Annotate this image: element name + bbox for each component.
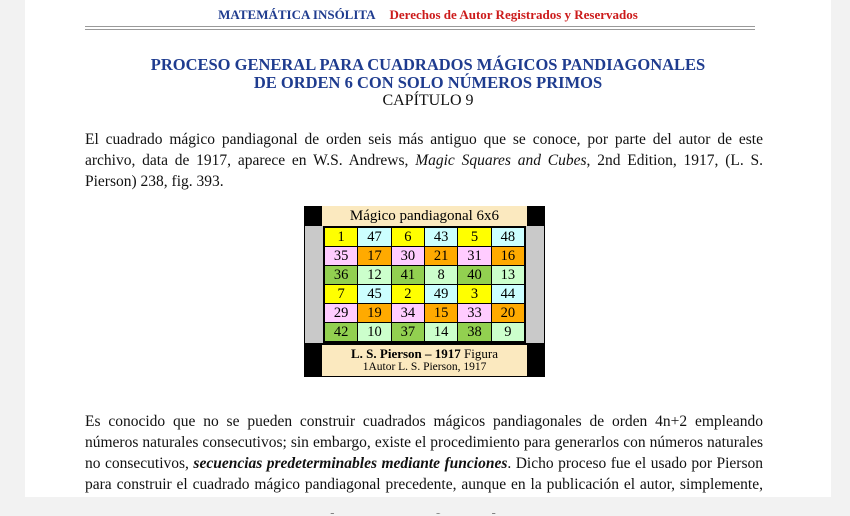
grid-cell: 21 bbox=[424, 247, 457, 266]
grid-cell: 13 bbox=[491, 266, 524, 285]
page-header bbox=[25, 7, 831, 23]
grid-cell: 47 bbox=[358, 228, 391, 247]
caption-label: Figura bbox=[464, 346, 498, 361]
paragraph-process-text-c: . Dicho proceso fue el usado por Pierson para construir el cuadrado mágico pandiagonal precedente, aunque en la publicación el autor, simplemente, bbox=[85, 455, 763, 493]
grid-cell: 43 bbox=[424, 228, 457, 247]
grid-cell: 48 bbox=[491, 228, 524, 247]
grid-cell: 12 bbox=[358, 266, 391, 285]
grid-cell: 49 bbox=[424, 285, 457, 304]
rights-notice: Derechos de Autor Registrados y Reservados bbox=[389, 7, 638, 22]
grid-cell: 35 bbox=[325, 247, 358, 266]
grid-cell: 17 bbox=[358, 247, 391, 266]
grid-cell: 45 bbox=[358, 285, 391, 304]
emphasis-text: secuencias predeterminables mediante funciones bbox=[193, 455, 508, 472]
grid-cell: 31 bbox=[458, 247, 491, 266]
grid-cell: 19 bbox=[358, 304, 391, 323]
figure-title: Mágico pandiagonal 6x6 bbox=[322, 206, 527, 226]
site-title: MATEMÁTICA INSÓLITA bbox=[218, 7, 376, 22]
grid-cell: 44 bbox=[491, 285, 524, 304]
grid-cell: 38 bbox=[458, 323, 491, 342]
paragraph-intro-text-b: , 2nd Edition, 1917, (L. S. Pierson) 238, fig. 393. bbox=[85, 152, 764, 190]
grid-cell: 16 bbox=[491, 247, 524, 266]
grid-cell: 42 bbox=[325, 323, 358, 342]
chapter-label: CAPÍTULO 9 bbox=[382, 92, 474, 109]
grid-cell: 2 bbox=[391, 285, 424, 304]
grid-cell: 15 bbox=[424, 304, 457, 323]
grid-cell: 7 bbox=[325, 285, 358, 304]
paragraph-intro bbox=[85, 129, 763, 192]
paragraph-process-text-a: Es conocido que no se pueden construir cuadrados mágicos pandiagonales de orden bbox=[85, 413, 656, 430]
grid-row bbox=[325, 304, 525, 323]
grid-row bbox=[325, 323, 525, 342]
grid-cell: 37 bbox=[391, 323, 424, 342]
grid-row bbox=[325, 266, 525, 285]
caption-line-2: 1Autor L. S. Pierson, 1917 bbox=[362, 361, 487, 373]
grid-cell: 36 bbox=[325, 266, 358, 285]
grid-cell: 3 bbox=[458, 285, 491, 304]
document-page bbox=[25, 0, 831, 497]
grid-cell: 6 bbox=[391, 228, 424, 247]
grid-cell: 8 bbox=[424, 266, 457, 285]
figure-caption bbox=[322, 345, 527, 376]
header-divider bbox=[85, 26, 755, 30]
grid-cell: 29 bbox=[325, 304, 358, 323]
figure-right-border bbox=[526, 226, 544, 343]
grid-cell: 14 bbox=[424, 323, 457, 342]
order-formula: 4n+2 bbox=[655, 413, 688, 430]
grid-row bbox=[325, 228, 525, 247]
title-line-2: DE ORDEN 6 CON SOLO NÚMEROS PRIMOS bbox=[253, 73, 603, 92]
document-title bbox=[25, 56, 831, 110]
grid-cell: 41 bbox=[391, 266, 424, 285]
grid-cell: 1 bbox=[325, 228, 358, 247]
grid-cell: 33 bbox=[458, 304, 491, 323]
paragraph-process-text-b: empleando números naturales consecutivos; sin embargo, existe el procedimiento para generarlos con números naturales no consecutivos, bbox=[85, 413, 763, 472]
grid-cell: 10 bbox=[358, 323, 391, 342]
magic-square-figure bbox=[304, 206, 545, 377]
grid-cell: 30 bbox=[391, 247, 424, 266]
magic-square-grid bbox=[324, 227, 525, 342]
grid-cell: 9 bbox=[491, 323, 524, 342]
figure-left-border bbox=[305, 226, 323, 343]
grid-cell: 5 bbox=[458, 228, 491, 247]
grid-cell: 40 bbox=[458, 266, 491, 285]
grid-row bbox=[325, 285, 525, 304]
caption-author: L. S. Pierson – 1917 bbox=[351, 346, 461, 361]
paragraph-intro-text-a: El cuadrado mágico pandiagonal de orden seis más antiguo que se conoce, por parte del autor de este archivo, data de 1917, aparece en W.S. Andrews, bbox=[85, 131, 763, 169]
title-line-1: PROCESO GENERAL PARA CUADRADOS MÁGICOS PANDIAGONALES bbox=[150, 55, 706, 74]
book-title: Magic Squares and Cubes bbox=[415, 152, 587, 169]
viewer-bottom-gap bbox=[0, 497, 850, 513]
grid-cell: 34 bbox=[391, 304, 424, 323]
grid-row bbox=[325, 247, 525, 266]
grid-cell: 20 bbox=[491, 304, 524, 323]
